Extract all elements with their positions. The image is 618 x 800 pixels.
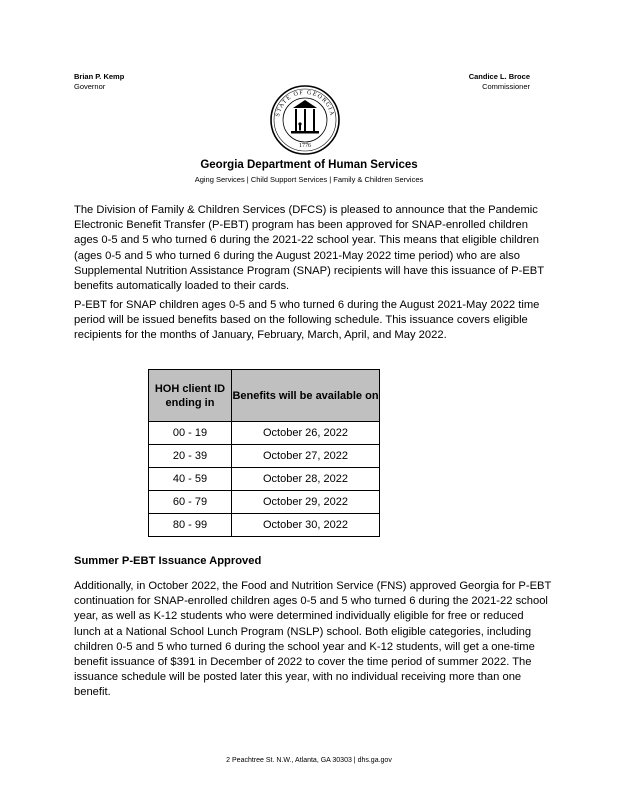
department-subtitle: Aging Services | Child Support Services | Family & Children Services (194, 175, 424, 184)
issuance-schedule-table (148, 369, 380, 537)
commissioner-name: Candice L. Broce (468, 72, 530, 81)
governor-name: Brian P. Kemp (74, 72, 125, 81)
department-title: Georgia Department of Human Services (200, 159, 418, 171)
governor-block (74, 72, 124, 92)
available-date: October 30, 2022 (232, 514, 380, 537)
table-row (149, 514, 380, 537)
table-row (149, 491, 380, 514)
georgia-state-seal (257, 84, 353, 156)
paragraph-summer-pebt: Additionally, in October 2022, the Food and Nutrition Service (FNS) approved Georgia for P-EBT continuation for SNAP-enrolled children ages 0-5 and 5 who turned 6 during the 2021-22 school year, as well as K-12 students who were determined individually eligible for free or reduced lunch at a National School Lunch Program (NSLP) school. Both eligible categories, including children 0-5 and 5 who turned 6 during the school year and K-12 students, will get a one-time benefit issuance of $391 in December of 2022 to cover the time period of summer 2022. The issuance schedule will be posted later this year, with no individual receiving more than one benefit. (74, 580, 552, 699)
client-id-range: 40 - 59 (149, 468, 232, 491)
available-date: October 29, 2022 (232, 491, 380, 514)
footer-address: 2 Peachtree St. N.W., Atlanta, GA 30303 | dhs.ga.gov (226, 757, 392, 764)
seal-year: 1776 (299, 143, 311, 149)
governor-title: Governor (74, 82, 106, 91)
commissioner-block (469, 72, 530, 92)
client-id-range: 60 - 79 (149, 491, 232, 514)
table-row (149, 468, 380, 491)
available-date: October 26, 2022 (232, 422, 380, 445)
paragraph-schedule-intro: P-EBT for SNAP children ages 0-5 and 5 who turned 6 during the August 2021-May 2022 time period will be issued benefits based on the following schedule. This issuance covers eligible recipients for the months of January, February, March, April, and May 2022. (74, 299, 540, 342)
table-row (149, 422, 380, 445)
client-id-range: 80 - 99 (149, 514, 232, 537)
client-id-range: 20 - 39 (149, 445, 232, 468)
table-row (149, 445, 380, 468)
section-subheading: Summer P-EBT Issuance Approved (74, 555, 262, 567)
client-id-range: 00 - 19 (149, 422, 232, 445)
seal-top-text: STATE OF GEORGIA (275, 89, 335, 118)
column-header-available-date: Benefits will be available on (232, 370, 380, 422)
commissioner-title: Commissioner (482, 82, 530, 91)
table-header-row (149, 370, 380, 422)
available-date: October 28, 2022 (232, 468, 380, 491)
available-date: October 27, 2022 (232, 445, 380, 468)
department-heading (0, 158, 618, 185)
paragraph-intro: The Division of Family & Children Services (DFCS) is pleased to announce that the Pandemic Electronic Benefit Transfer (P-EBT) program has been approved for SNAP-enrolled children ages 0-5 and 5 who turned 6 during the 2021-22 school year. This means that eligible children (ages 0-5 and 5 who turned 6 during the August 2021-May 2022 time period) who are also Supplemental Nutrition Assistance Program (SNAP) recipients will have this issuance of P-EBT benefits automatically loaded to their cards. (74, 204, 544, 293)
column-header-client-id: HOH client ID ending in (149, 370, 232, 422)
